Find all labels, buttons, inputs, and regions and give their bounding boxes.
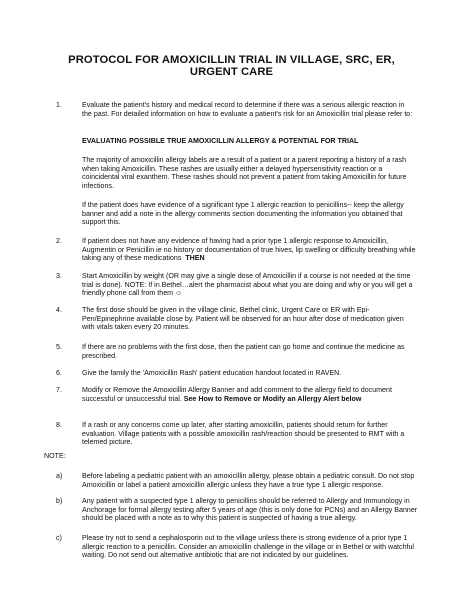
note-label: NOTE: — [44, 452, 66, 460]
list-item — [56, 306, 416, 332]
item-text: The first dose should be given in the village clinic, Bethel clinic, Urgent Care or ER with Epi-Pen/Epinephrine available close by. Patient will be observed for an hour after dose of medication given with vitals taken every 20 minutes. — [82, 306, 404, 332]
list-item — [56, 101, 416, 118]
note-item — [56, 534, 418, 560]
note-item — [56, 497, 418, 523]
item-text: If there are no problems with the first dose, then the patient can go home and continue the medicine as prescribed. — [82, 343, 405, 360]
note-text: Please try not to send a cephalosporin out to the village unless there is strong evidence of a prior type 1 allergic reaction to a penicillin. Consider an amoxicillin challenge in the village or in Bethel or with watchful waiting. Do not send out alternative antibiotic that are not indicated by our guidelines. — [82, 534, 415, 560]
page-title: PROTOCOL FOR AMOXICILLIN TRIAL IN VILLAGE, SRC, ER, URGENT CARE — [68, 54, 395, 78]
item-number: 1. — [56, 101, 62, 109]
item-number: 7. — [56, 386, 62, 394]
item-number: 3. — [56, 272, 62, 280]
section-subheading: EVALUATING POSSIBLE TRUE AMOXICILLIN ALLERGY & POTENTIAL FOR TRIAL — [82, 137, 359, 145]
list-item — [56, 237, 416, 263]
item-bold-text: THEN — [185, 254, 205, 263]
item-bold-text: See How to Remove or Modify an Allergy Alert below — [183, 394, 362, 403]
list-item — [56, 272, 416, 298]
item-number: 2. — [56, 237, 62, 245]
paragraph: If the patient does have evidence of a significant type 1 allergic reaction to penicillins-- keep the allergy banner and add a note in the allergy comments section documenting the information you obtained that support this. — [82, 201, 404, 227]
item-number: 4. — [56, 306, 62, 314]
item-number: 8. — [56, 421, 62, 429]
item-text: If a rash or any concerns come up later, after starting amoxicillin, patients should return for further evaluation. Village patients with a possible amoxicillin rash/reaction should be presented to RMT with a telemed picture. — [82, 421, 405, 447]
note-letter: a) — [56, 472, 63, 480]
item-text: Modify or Remove the Amoxicillin Allergy Banner and add comment to the allergy field to document successful or unsuccessful trial. — [82, 386, 392, 403]
paragraph: The majority of amoxicillin allergy labels are a result of a patient or a parent reporting a history of a rash when taking Amoxicillin. These rashes are usually either a delayed hypersensitivity reaction or a coincidental viral exanthem. These rashes should not prevent a patient from taking Amoxicillin for future infections. — [82, 156, 407, 190]
note-letter: c) — [56, 534, 62, 542]
item-text: Give the family the 'Amoxicillin Rash' patient education handout located in RAVEN. — [82, 369, 342, 377]
item-number: 5. — [56, 343, 62, 351]
item-text: If patient does not have any evidence of having had a prior type 1 allergic response to Amoxicillin, Augmentin or Penicillin ie no history or documentation of true hives, lip swelling or difficulty breathing while taking any of these medications — [82, 237, 416, 263]
note-item — [56, 472, 418, 489]
list-item — [56, 421, 416, 447]
item-text: Start Amoxicillin by weight (OR may give a single dose of Amoxicillin if a course is not needed at the time trial is done). NOTE: If in Bethel…alert the pharmacist about what you are doing and why or you will get a friendly phone call from them ☺ — [82, 272, 413, 298]
list-item — [56, 386, 416, 403]
note-text: Any patient with a suspected type 1 allergy to penicillins should be referred to Allergy and Immunology in Anchorage for formal allergy testing after 5 years of age (this is only done for PCNs) and an Allergy Banner should be placed with a note as to why this patient is suspected of having a true allergy. — [82, 497, 418, 523]
list-item — [56, 369, 416, 378]
item-number: 6. — [56, 369, 62, 377]
item-text: Evaluate the patient's history and medical record to determine if there was a serious allergic reaction in the past. For detailed information on how to evaluate a patient's risk for an Amoxicillin trial please refer to: — [82, 101, 413, 118]
note-text: Before labeling a pediatric patient with an amoxicillin allergy, please obtain a pediatric consult. Do not stop Amoxicillin or label a patient amoxicillin allergic unless they have a true type 1 allergic response. — [82, 472, 415, 489]
list-item — [56, 343, 416, 360]
note-letter: b) — [56, 497, 63, 505]
